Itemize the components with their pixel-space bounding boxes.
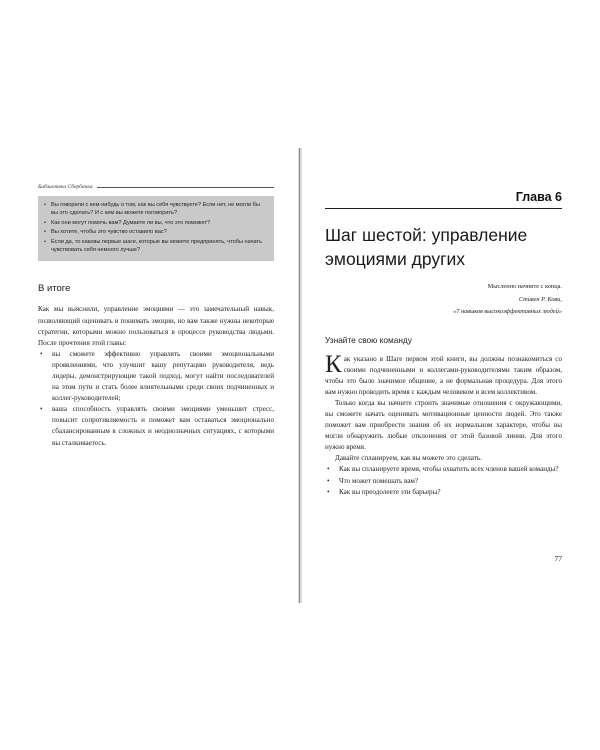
subheading: Узнайте свою команду [325, 334, 412, 345]
question-item: • Вы говорили с кем-нибудь о том, как вы себя чувствуете? Если нет, не могли бы вы это сделать? И с кем вы можете поговорить? [44, 201, 266, 218]
chapter-title [325, 223, 562, 271]
question-item: • Вы хотите, чтобы это чувство оставило вас? [44, 228, 266, 236]
first-paragraph [325, 350, 562, 398]
summary-paragraph: Как мы выяснили, управление эмоциями — это замечательный навык, позволяющий оценивать и понимать эмоции, но вам также нужны некоторые стратегии, которыми можно пользоваться в процессе руководства людьми. После прочтения этой главы: [38, 305, 274, 347]
running-head-text: Библиотека Сбербанка [38, 184, 93, 190]
first-paragraph-text: ак указано в Шаге первом этой книги, вы должны познакомиться со своими подчиненными и коллегами-руководителями таким образом, чтобы это было значимое общение, а не формальная процедура. Для этого вам нужно проводить время с каждым человеком и всем коллективом. [325, 354, 562, 396]
epigraph-source: «7 навыков высокоэффективных людей» [453, 308, 562, 315]
planning-bullet: • Что может помешать вам? [325, 476, 562, 487]
page-fold [298, 148, 302, 603]
body-paragraph: Только когда вы начнете строить значимые отношения с окружающими, вы сможете начать оценивать мотивационные ценности людей. Это также поможет вам приобрести знания об их нормальном характере, чтобы вы могли обнаружить любые отклонения от этой базовой линии. Для этого нужно время. [325, 398, 562, 452]
right-page [325, 190, 562, 563]
questions-box [38, 196, 274, 261]
summary-bullet: • вы сможете эффективно управлять своими эмоциональными проявлениями, что улучшит вашу репутацию руководителя, ведь лидеры, демонстрирующие такой подход, могут найти последователей на этом пути и стать более влиятельными среди своих подчиненных и коллег-руководителей; [38, 349, 274, 404]
planning-bullet: • Как вы спланируете время, чтобы охватить всех членов вашей команды? [325, 464, 562, 475]
planning-bullet: • Как вы преодолеете эти барьеры? [325, 487, 562, 498]
drop-cap: К [325, 350, 342, 378]
body-paragraph: Давайте спланируем, как вы можете это сделать. [335, 454, 482, 463]
summary-bullets [38, 349, 274, 449]
summary-bullet: • ваша способность управлять своими эмоциями уменьшит стресс, повысит сопротивляемость и поможет вам оставаться эмоционально сбалансированным в сложных и неоднозначных ситуациях, с которыми вы сталкиваетесь. [38, 404, 274, 448]
questions-list [44, 201, 266, 254]
section-heading: В итоге [38, 283, 71, 295]
epigraph [325, 281, 562, 319]
page-number: 77 [554, 554, 562, 563]
chapter-title-line: Шаг шестой: управление [325, 225, 528, 245]
chapter-label: Глава 6 [325, 190, 562, 209]
planning-bullets [325, 464, 562, 497]
left-page [38, 184, 274, 449]
question-item: • Если да, то каковы первые шаги, которые вы можете предпринять, чтобы начать чувствовать себя немного лучше? [44, 238, 266, 255]
running-head [38, 184, 274, 190]
epigraph-quote: Мысленно начните с конца. [487, 283, 562, 290]
question-item: • Как они могут помочь вам? Думаете ли вы, что это поможет? [44, 219, 266, 227]
chapter-title-line: эмоциями других [325, 249, 466, 269]
epigraph-author: Стивен Р. Кови, [518, 295, 562, 303]
running-head-rule [97, 187, 274, 188]
